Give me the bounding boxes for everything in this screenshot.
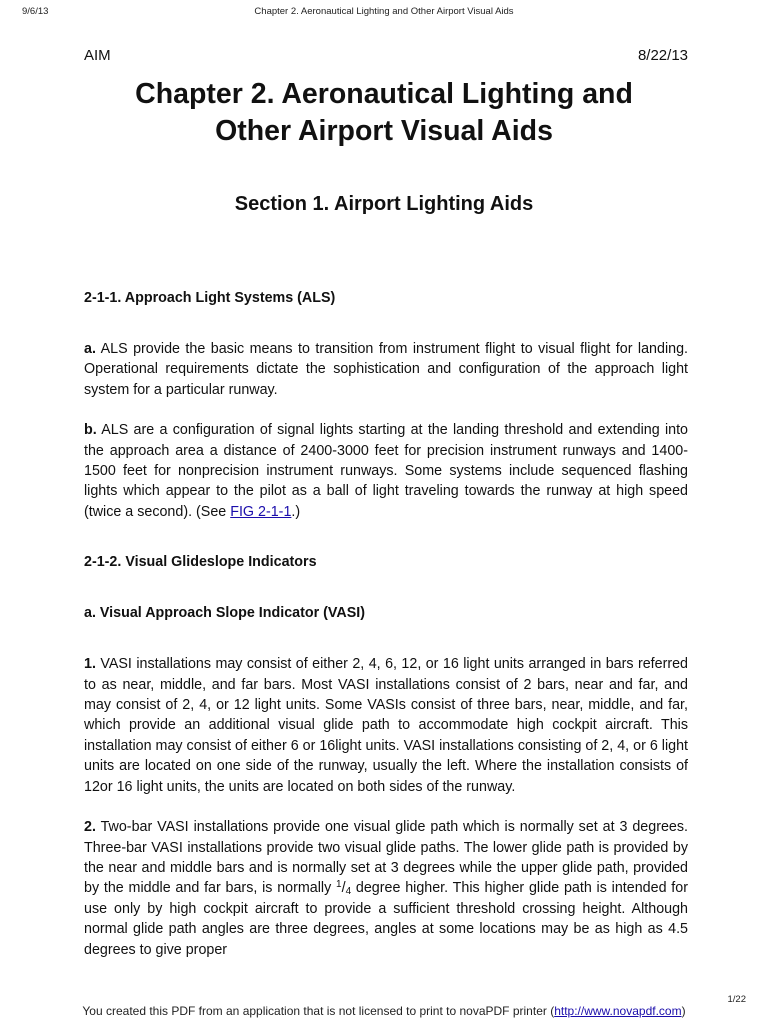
- paragraph-b-als: [84, 420, 688, 522]
- paragraph-text-end: .): [291, 503, 301, 520]
- footer-text: You created this PDF from an application that is not licensed to print to novaPDF printer (: [82, 1004, 555, 1018]
- paragraph-text: VASI installations may consist of either 2, 4, 6, 12, or 16 light units arranged in bars referred to as near, middle, and far bars. Most VASI installations consist of 2 bars, near and far, and may consist of 2, 4, or 12 light units. Some VASIs consist of three bars, near, middle, and far, which provide an additional visual glide path to accommodate high cockpit aircraft. This installation may consist of either 6 or 16light units. VASI installations consisting of 2, 4, or 6 light units are located on one side of the runway, usually the left. Where the installation consists of 12or 16 light units, the units are located on both sides of the runway.: [84, 656, 688, 795]
- chapter-title-line-2: Other Airport Visual Aids: [215, 115, 553, 147]
- fraction-numerator: 1: [336, 879, 342, 891]
- doc-header-date: 8/22/13: [637, 47, 688, 64]
- heading-vasi: a. Visual Approach Slope Indicator (VASI): [84, 605, 365, 622]
- paragraph-label: a.: [84, 341, 96, 357]
- page-number: 1/22: [727, 994, 746, 1005]
- document-body: [84, 288, 688, 980]
- paragraph-text-continued: degree higher. This higher glide path is intended for use only by high cockpit aircraft to provide a sufficient threshold crossing height. Although normal glide path angles are three degrees, angles at some locations may be as high as 4.5 degrees to give proper: [84, 880, 688, 958]
- paragraph-label: 2.: [84, 819, 96, 836]
- paragraph-vasi-1: [84, 654, 688, 797]
- paragraph-vasi-2: [84, 817, 688, 960]
- print-page-title: Chapter 2. Aeronautical Lighting and Other Airport Visual Aids: [254, 6, 514, 17]
- paragraph-label: 1.: [84, 656, 96, 673]
- paragraph-text: ALS are a configuration of signal lights starting at the landing threshold and extending into the approach area a distance of 2400-3000 feet for precision instrument runways and 1400-1500 feet for nonprecision instrument runways. Some systems include sequenced flashing lights which appear to the pilot as a ball of light traveling towards the runway at high speed (twice a second). (See: [84, 422, 688, 520]
- chapter-title-line-1: Chapter 2. Aeronautical Lighting and: [135, 78, 633, 110]
- paragraph-text: Two-bar VASI installations provide one visual glide path which is normally set at 3 degrees. Three-bar VASI installations provide two visual glide paths. The lower glide path is provided by the near and middle bars and is normally set at 3 degrees while the upper glide path, provided by the middle and far bars, is normally: [84, 819, 688, 897]
- fig-2-1-1-link[interactable]: FIG 2-1-1: [230, 503, 292, 520]
- print-header: [0, 6, 768, 20]
- heading-2-1-2: 2-1-2. Visual Glideslope Indicators: [84, 554, 317, 571]
- chapter-title: [60, 76, 708, 150]
- footer-text-end: ): [681, 1004, 686, 1018]
- document-header: [84, 47, 688, 64]
- paragraph-text: ALS provide the basic means to transition from instrument flight to visual flight for landing. Operational requirements dictate the sophistication and configuration of the approach light system for a particular runway.: [84, 341, 688, 398]
- paragraph-a-als: [84, 339, 688, 400]
- paragraph-label: b.: [84, 422, 97, 439]
- print-date: 9/6/13: [22, 6, 49, 17]
- pdf-footer: [0, 1004, 768, 1018]
- fraction-separator: /: [341, 880, 346, 897]
- section-title: Section 1. Airport Lighting Aids: [234, 193, 534, 215]
- fraction-denominator: 4: [345, 886, 352, 898]
- heading-2-1-1: 2-1-1. Approach Light Systems (ALS): [84, 290, 336, 306]
- doc-header-left: AIM: [84, 47, 111, 64]
- fraction-one-quarter: [336, 880, 351, 896]
- novapdf-link[interactable]: http://www.novapdf.com: [554, 1004, 682, 1018]
